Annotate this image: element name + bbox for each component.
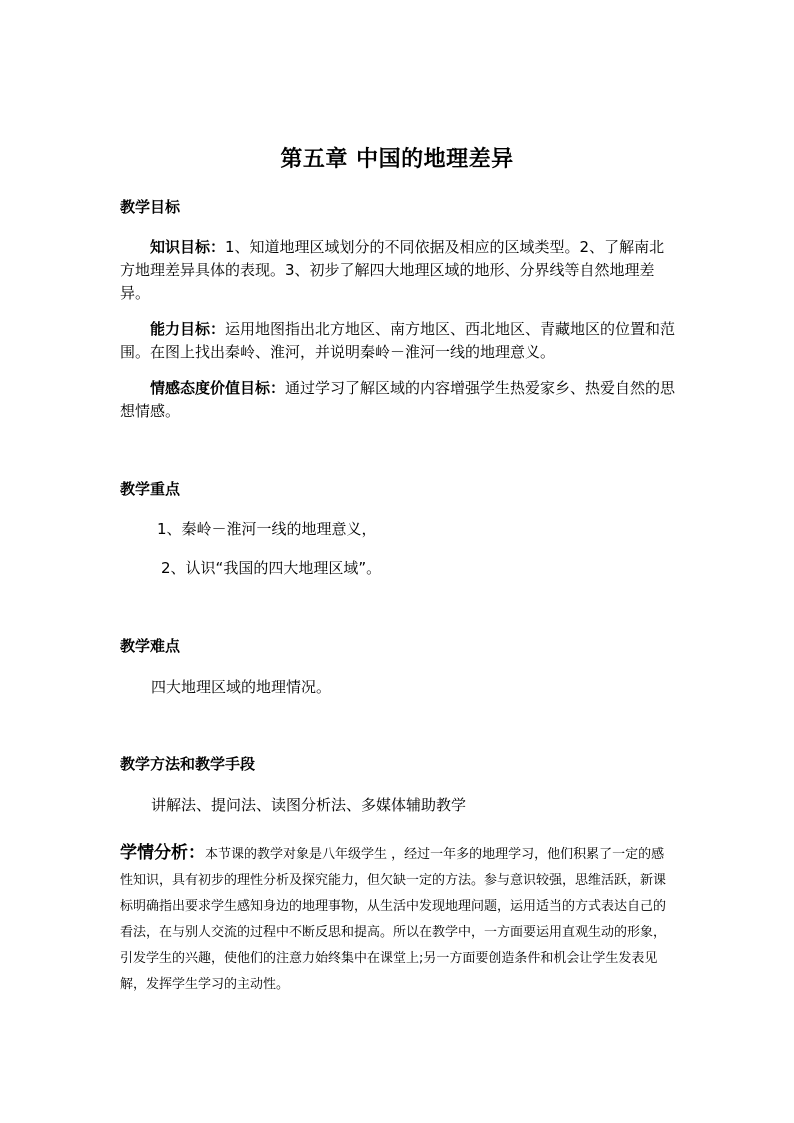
student-analysis-label: 学情分析： xyxy=(120,843,205,863)
document-title: 第五章 中国的地理差异 xyxy=(280,147,514,172)
difficulties-text: 四大地理区域的地理情况。 xyxy=(151,678,332,696)
student-analysis-paragraph xyxy=(120,840,676,998)
ability-goal-label: 能力目标： xyxy=(150,320,226,338)
knowledge-goal-paragraph xyxy=(120,236,676,305)
difficulties-heading: 教学难点 xyxy=(120,637,181,655)
emotion-goal-paragraph xyxy=(120,377,676,423)
knowledge-goal-text: 1、知道地理区域划分的不同依据及相应的区域类型。2、了解南北方地理差异具体的表现。3、初步了解四大地理区域的地形、分界线等自然地理差异。 xyxy=(120,238,665,302)
ability-goal-text: 运用地图指出北方地区、南方地区、西北地区、青藏地区的位置和范围。在图上找出秦岭、淮河，并说明秦岭－淮河一线的地理意义。 xyxy=(120,320,676,361)
key-point-item-1: 1、秦岭－淮河一线的地理意义， xyxy=(157,520,377,538)
ability-goal-paragraph xyxy=(120,318,676,364)
emotion-goal-label: 情感态度价值目标： xyxy=(150,379,286,397)
methods-text: 讲解法、提问法、读图分析法、多媒体辅助教学 xyxy=(151,796,467,814)
key-point-item-2: 2、认识“我国的四大地理区域”。 xyxy=(161,559,382,577)
student-analysis-text: 本节课的教学对象是八年级学生 ，经过一年多的地理学习，他们积累了一定的感性知识，具有初步的理性分析及探究能力，但欠缺一定的方法。参与意识较强，思维活跃，新课标明确指出要求学生感知身边的地理事物，从生活中发现地理问题，运用适当的方式表达自己的看法，在与别人交流的过程中不断反思和提高。所以在教学中，一方面要运用直观生动的形象，引发学生的兴趣，使他们的注意力始终集中在课堂上;另一方面要创造条件和机会让学生发表见解，发挥学生学习的主动性。 xyxy=(120,847,667,992)
teaching-goals-heading: 教学目标 xyxy=(120,198,181,216)
key-points-heading: 教学重点 xyxy=(120,480,181,498)
methods-heading: 教学方法和教学手段 xyxy=(120,755,256,773)
knowledge-goal-label: 知识目标： xyxy=(150,238,226,256)
emotion-goal-text: 通过学习了解区域的内容增强学生热爱家乡、热爱自然的思想情感。 xyxy=(120,379,676,420)
